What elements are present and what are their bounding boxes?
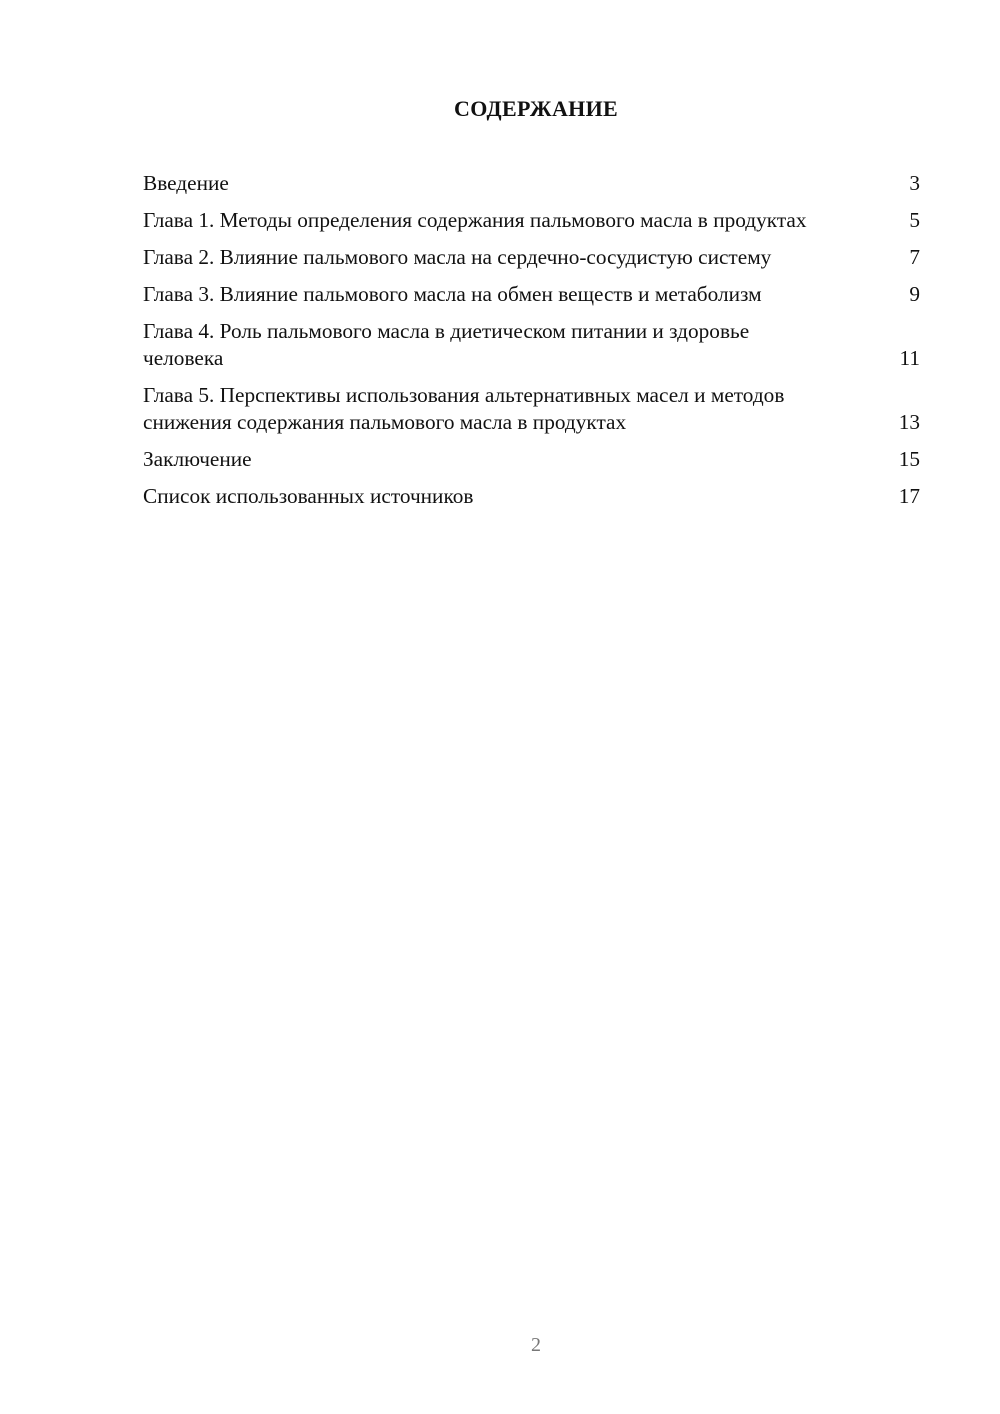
toc-entry-text: Глава 5. Перспективы использования альтернативных масел и методов снижения содержания пальмового масла в продуктах xyxy=(143,383,785,434)
toc-entry-chapter-4[interactable] xyxy=(143,318,920,372)
page-number: 2 xyxy=(531,1334,541,1356)
toc-entry-page: 7 xyxy=(909,245,920,269)
page-title: СОДЕРЖАНИЕ xyxy=(454,96,618,121)
toc-entry-page: 9 xyxy=(909,282,920,306)
toc-entry-text: Заключение xyxy=(143,447,252,471)
toc-entry-page: 15 xyxy=(898,447,920,471)
toc-entry-page: 17 xyxy=(898,484,920,508)
toc-entry-text: Введение xyxy=(143,171,229,195)
toc-entry-chapter-3[interactable] xyxy=(143,281,920,308)
toc-entry-text: Глава 3. Влияние пальмового масла на обмен веществ и метаболизм xyxy=(143,282,762,306)
toc-entry-text: Глава 4. Роль пальмового масла в диетическом питании и здоровье человека xyxy=(143,319,750,370)
toc-entry-page: 13 xyxy=(898,410,920,434)
toc-entry-introduction[interactable] xyxy=(143,170,920,197)
toc-entry-chapter-1[interactable] xyxy=(143,207,920,234)
toc-entry-chapter-2[interactable] xyxy=(143,244,920,271)
toc-entry-text: Список использованных источников xyxy=(143,484,474,508)
toc-entry-page: 11 xyxy=(899,346,920,370)
toc-entry-page: 3 xyxy=(909,171,920,195)
toc-entry-chapter-5[interactable] xyxy=(143,382,920,436)
toc-entry-page: 5 xyxy=(909,208,920,232)
toc-entry-text: Глава 1. Методы определения содержания пальмового масла в продуктах xyxy=(143,208,807,232)
toc-entry-text: Глава 2. Влияние пальмового масла на сердечно-сосудистую систему xyxy=(143,245,772,269)
toc-entry-references[interactable] xyxy=(143,483,920,510)
toc-entry-conclusion[interactable] xyxy=(143,446,920,473)
table-of-contents xyxy=(143,170,920,520)
